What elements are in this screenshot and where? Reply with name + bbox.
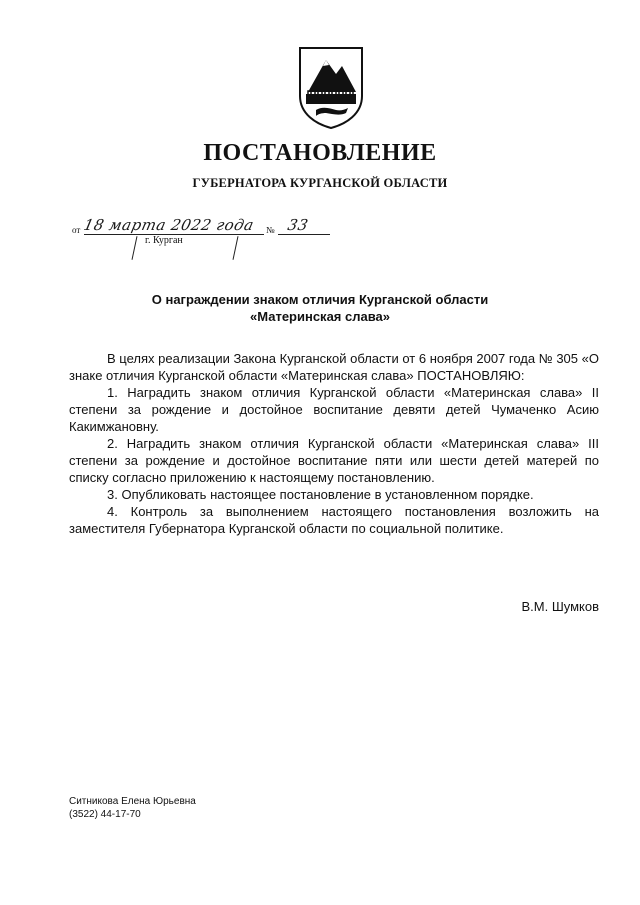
- signer-name: В.М. Шумков: [521, 599, 599, 614]
- handwritten-date: 18 марта 2022 года: [82, 216, 256, 234]
- from-label: от: [72, 225, 81, 235]
- city-label: г. Курган: [145, 235, 183, 246]
- contact-block: [69, 795, 196, 821]
- document-body: [69, 350, 599, 537]
- document-heading: [0, 291, 640, 325]
- document-title: ПОСТАНОВЛЕНИЕ: [203, 140, 437, 166]
- date-number-line: [72, 214, 342, 264]
- number-underline: [278, 234, 330, 235]
- document-subtitle: ГУБЕРНАТОРА КУРГАНСКОЙ ОБЛАСТИ: [192, 176, 448, 190]
- body-paragraph-5: 4. Контроль за выполнением настоящего постановления возложить на заместителя Губернатора Курганской области по социальной политике.: [69, 504, 599, 536]
- handwritten-stroke-left: [132, 236, 138, 260]
- contact-name: Ситникова Елена Юрьевна: [69, 796, 196, 807]
- handwritten-stroke-right: [233, 236, 239, 260]
- number-label: №: [266, 225, 275, 235]
- heading-line-2: «Материнская слава»: [250, 309, 390, 324]
- coat-of-arms-icon: [296, 44, 366, 130]
- body-paragraph-1: В целях реализации Закона Курганской области от 6 ноября 2007 года № 305 «О знаке отличия Курганской области «Материнская слава» ПОСТАНОВЛЯЮ:: [69, 351, 599, 383]
- body-paragraph-4: 3. Опубликовать настоящее постановление в установленном порядке.: [107, 487, 534, 502]
- body-paragraph-3: 2. Наградить знаком отличия Курганской области «Материнская слава» III степени за рождение и достойное воспитание пяти или шести детей матерей по списку согласно приложению к настоящему постановлению.: [69, 436, 599, 485]
- contact-phone: (3522) 44-17-70: [69, 809, 141, 820]
- heading-line-1: О награждении знаком отличия Курганской области: [151, 292, 489, 307]
- body-paragraph-2: 1. Наградить знаком отличия Курганской области «Материнская слава» II степени за рождение и достойное воспитание девяти детей Чумаченко Асию Какимжановну.: [69, 385, 599, 434]
- handwritten-number: 33: [286, 216, 311, 234]
